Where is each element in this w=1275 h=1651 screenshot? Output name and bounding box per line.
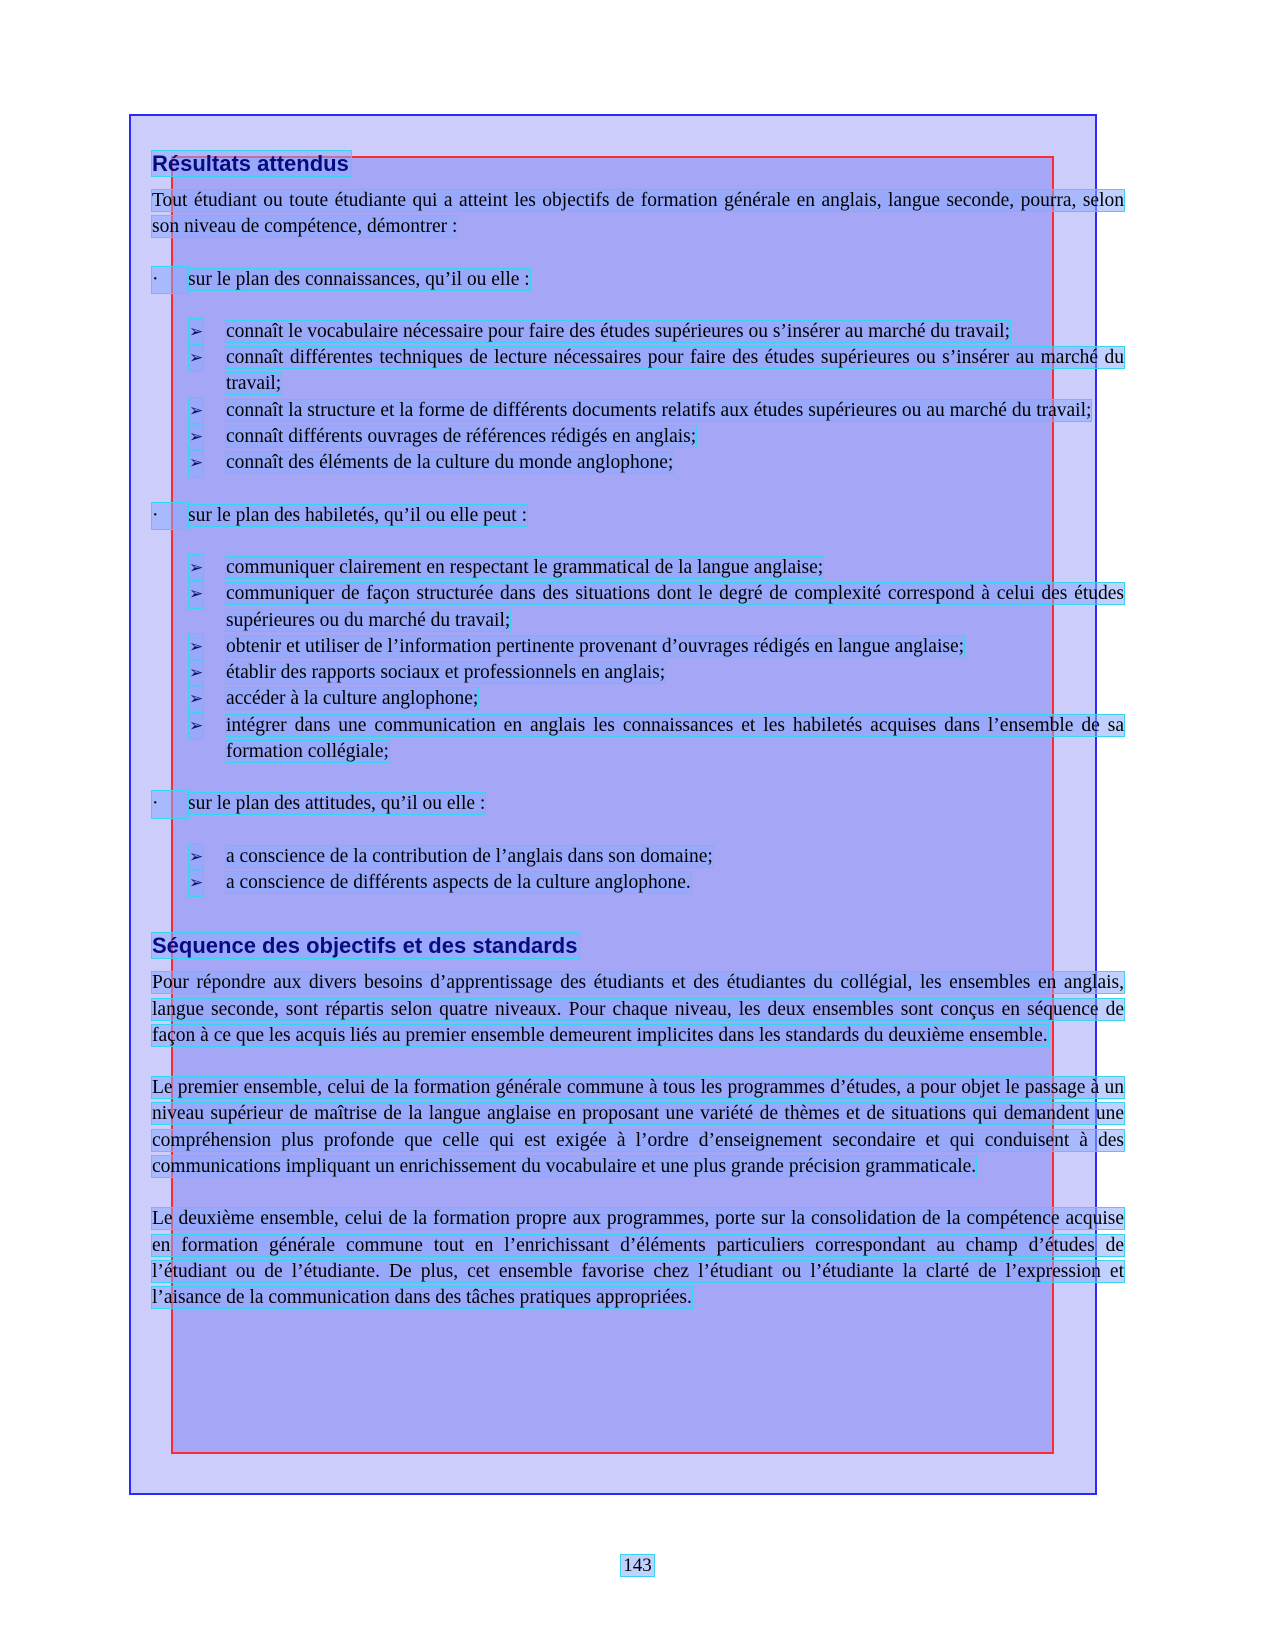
arrow-bullet-icon: ➢ (189, 345, 203, 371)
paragraph-sequence-1: Pour répondre aux divers besoins d’apprentissage des étudiants et des étudiantes du collégial, les ensembles en anglais, langue seconde, sont répartis selon quatre niveaux. Pour chaque niveau, les deux ensembles sont conçus en séquence de façon à ce que les acquis liés au premier ensemble demeurent implicites dans les standards du deuxième ensemble. (152, 972, 1124, 1046)
arrow-bullet-icon: ➢ (189, 660, 203, 686)
paragraph-sequence-3: Le deuxième ensemble, celui de la formation propre aux programmes, porte sur la consolidation de la compétence acquise en formation générale commune tout en l’enrichissant d’éléments particuliers correspondant au champ d’études de l’étudiant ou de l’étudiante. De plus, cet ensemble favorise chez l’étudiant ou l’étudiante la clarté de l’expression et l’aisance de la communication dans des tâches pratiques appropriées. (152, 1208, 1124, 1309)
bullet-dot-icon: · (152, 267, 188, 293)
list-item: ➢ communiquer de façon structurée dans des situations dont le degré de complexité correspond à celui des études supérieures ou du marché du travail; (189, 583, 1124, 631)
list-item: ➢ accéder à la culture anglophone; (152, 686, 1124, 712)
arrow-bullet-icon: ➢ (189, 319, 203, 345)
group-habiletes: · sur le plan des habiletés, qu’il ou elle peut : (152, 503, 1124, 529)
list-item: ➢ établir des rapports sociaux et professionnels en anglais; (152, 660, 1124, 686)
list-item: ➢ connaît le vocabulaire nécessaire pour faire des études supérieures ou s’insérer au marché du travail; (152, 319, 1124, 345)
intro-paragraph: Tout étudiant ou toute étudiante qui a atteint les objectifs de formation générale en anglais, langue seconde, pourra, selon son niveau de compétence, démontrer : (152, 190, 1124, 238)
arrow-bullet-icon: ➢ (189, 844, 203, 870)
list-item: ➢ a conscience de la contribution de l’anglais dans son domaine; (152, 844, 1124, 870)
arrow-bullet-icon: ➢ (189, 870, 203, 896)
arrow-bullet-icon: ➢ (189, 686, 203, 712)
section-heading-resultats: Résultats attendus (152, 151, 349, 176)
list-item: ➢ connaît la structure et la forme de différents documents relatifs aux études supérieures ou au marché du travail; (152, 398, 1124, 424)
list-attitudes (152, 844, 1124, 897)
list-item: ➢ intégrer dans une communication en anglais les connaissances et les habiletés acquises dans l’ensemble de sa formation collégiale; (189, 714, 1124, 763)
section-heading-sequence: Séquence des objectifs et des standards (152, 933, 578, 959)
bullet-dot-icon: · (152, 791, 188, 817)
list-item: ➢ connaît différentes techniques de lecture nécessaires pour faire des études supérieures ou s’insérer au marché du travail; (189, 347, 1124, 395)
page-content (152, 150, 1124, 1338)
arrow-bullet-icon: ➢ (189, 713, 203, 739)
arrow-bullet-icon: ➢ (189, 398, 203, 424)
list-item: ➢ obtenir et utiliser de l’information pertinente provenant d’ouvrages rédigés en langue anglaise; (152, 634, 1124, 660)
list-habiletes (152, 555, 1124, 765)
arrow-bullet-icon: ➢ (189, 634, 203, 660)
list-item: ➢ a conscience de différents aspects de la culture anglophone. (152, 870, 1124, 896)
list-item: ➢ connaît différents ouvrages de références rédigés en anglais; (152, 424, 1124, 450)
group-connaissances: · sur le plan des connaissances, qu’il ou elle : (152, 267, 1124, 293)
bullet-dot-icon: · (152, 503, 188, 529)
group-attitudes: · sur le plan des attitudes, qu’il ou elle : (152, 791, 1124, 817)
arrow-bullet-icon: ➢ (189, 581, 203, 607)
arrow-bullet-icon: ➢ (189, 424, 203, 450)
arrow-bullet-icon: ➢ (189, 450, 203, 476)
paragraph-sequence-2: Le premier ensemble, celui de la formation générale commune à tous les programmes d’études, a pour objet le passage à un niveau supérieur de maîtrise de la langue anglaise en proposant une variété de thèmes et de situations qui demandent une compréhension plus profonde que celle qui est exigée à l’ordre d’enseignement secondaire et qui conduisent à des communications impliquant un enrichissement du vocabulaire et une plus grande précision grammaticale. (152, 1077, 1124, 1178)
list-item: ➢ connaît des éléments de la culture du monde anglophone; (152, 450, 1124, 476)
arrow-bullet-icon: ➢ (189, 555, 203, 581)
page-number: 143 (623, 1555, 652, 1576)
list-connaissances (152, 319, 1124, 477)
list-item: ➢ communiquer clairement en respectant le grammatical de la langue anglaise; (152, 555, 1124, 581)
